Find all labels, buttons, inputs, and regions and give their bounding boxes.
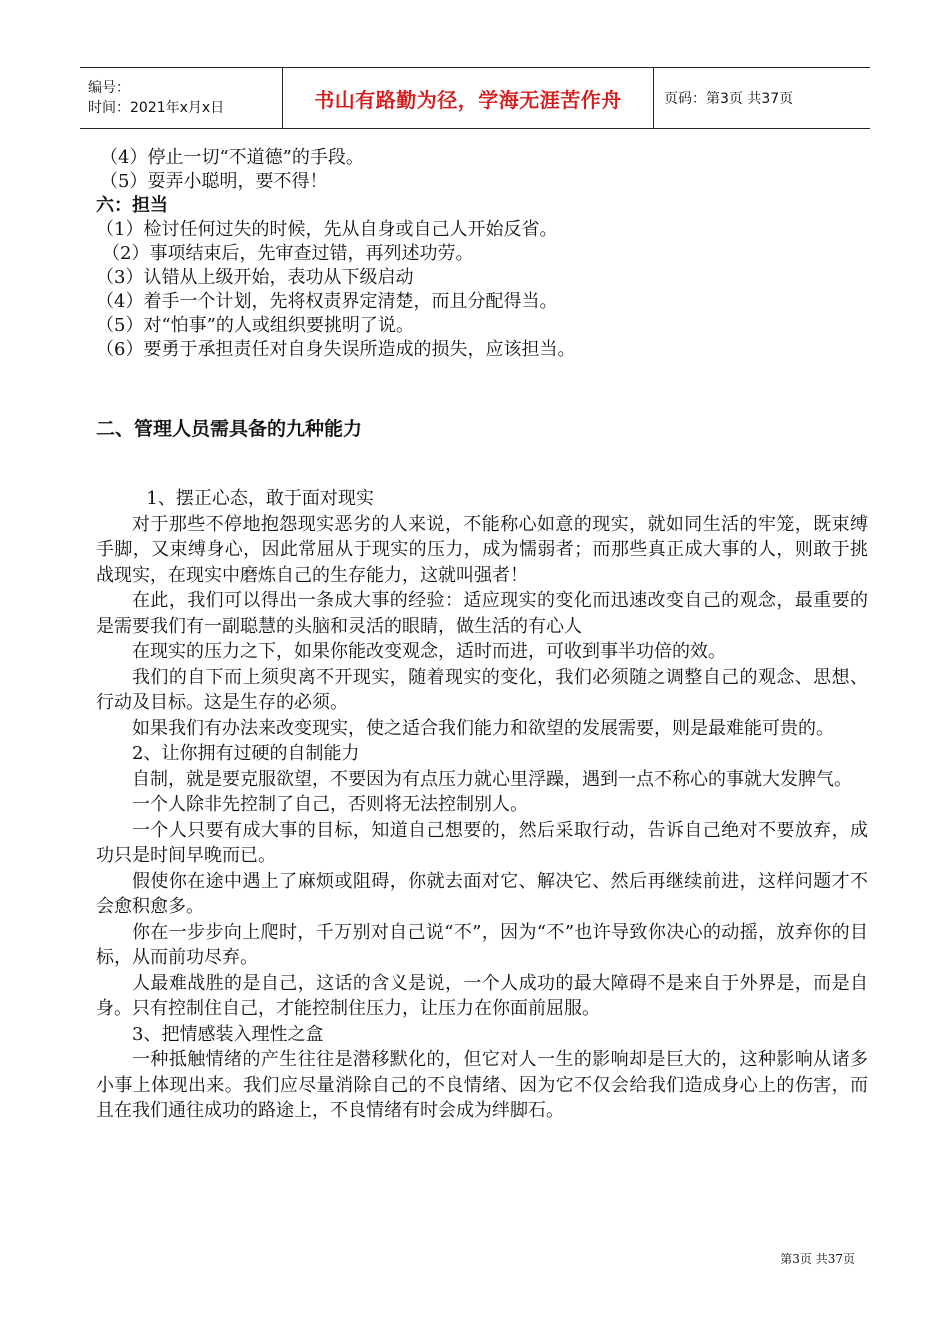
subheading: 2、让你拥有过硬的自制能力 — [132, 743, 360, 764]
paragraph: 人最难战胜的是自己，这话的含义是说，一个人成功的最大障碍不是来自于外界是，而是自身。只有控制住自己，才能控制住压力，让压力在你面前屈服。 — [96, 972, 868, 1019]
paragraph: 一个人除非先控制了自己，否则将无法控制别人。 — [132, 794, 528, 815]
list-item: （4）着手一个计划，先将权责界定清楚，而且分配得当。 — [96, 291, 558, 312]
section-heading: 六：担当 — [96, 195, 168, 216]
list-item: （4）停止一切“不道德”的手段。 — [100, 147, 364, 168]
document-date-label: 时间：2021年x月x日 — [88, 100, 225, 116]
paragraph: 如果我们有办法来改变现实，使之适合我们能力和欲望的发展需要，则是最难能可贵的。 — [132, 717, 834, 739]
paragraph: 对于那些不停地抱怨现实恶劣的人来说，不能称心如意的现实，就如同生活的牢笼，既束缚手脚，又束缚身心，因此常屈从于现实的压力，成为懦弱者；而那些真正成大事的人，则敢于挑战现实，在现实中磨炼自己的生存能力，这就叫强者！ — [96, 513, 868, 586]
list-item: （6）要勇于承担责任对自身失误所造成的损失，应该担当。 — [96, 339, 576, 360]
paragraph: 在现实的压力之下，如果你能改变观念，适时而进，可收到事半功倍的效。 — [132, 641, 726, 662]
header-page-label: 页码：第3页 共37页 — [664, 91, 794, 107]
list-item: （3）认错从上级开始，表功从下级启动 — [96, 267, 414, 288]
paragraph: 自制，就是要克服欲望，不要因为有点压力就心里浮躁，遇到一点不称心的事就大发脾气。 — [132, 768, 852, 790]
chapter-title: 二、管理人员需具备的九种能力 — [96, 418, 363, 440]
list-item: （5）对“怕事”的人或组织要挑明了说。 — [96, 315, 414, 336]
subheading: 3、把情感装入理性之盒 — [132, 1023, 324, 1045]
page-header — [80, 67, 870, 129]
header-meta — [80, 68, 282, 128]
chapter-body — [96, 486, 868, 1124]
paragraph: 假使你在途中遇上了麻烦或阻碍，你就去面对它、解决它、然后再继续前进，这样问题才不会愈积愈多。 — [96, 870, 868, 917]
document-body — [96, 146, 868, 1124]
header-motto: 书山有路勤为径，学海无涯苦作舟 — [314, 87, 622, 112]
subheading: 1、摆正心态，敢于面对现实 — [146, 488, 374, 509]
header-page-cell — [654, 68, 870, 128]
list-item: （1）检讨任何过失的时候，先从自身或自己人开始反省。 — [96, 219, 558, 240]
page-footer: 第3页 共37页 — [780, 1252, 855, 1266]
list-item: （2）事项结束后，先审查过错，再列述功劳。 — [102, 243, 474, 264]
paragraph: 一种抵触情绪的产生往往是潜移默化的，但它对人一生的影响却是巨大的，这种影响从诸多小事上体现出来。我们应尽量消除自己的不良情绪、因为它不仅会给我们造成身心上的伤害，而且在我们通往成功的路途上，不良情绪有时会成为绊脚石。 — [96, 1049, 868, 1121]
paragraph: 一个人只要有成大事的目标，知道自己想要的，然后采取行动，告诉自己绝对不要放弃，成功只是时间早晚而已。 — [96, 819, 868, 866]
header-motto-cell — [282, 68, 654, 128]
paragraph: 我们的自下而上须臾离不开现实，随着现实的变化，我们必须随之调整自己的观念、思想、行动及目标。这是生存的必须。 — [96, 666, 868, 713]
paragraph: 在此，我们可以得出一条成大事的经验：适应现实的变化而迅速改变自己的观念，最重要的是需要我们有一副聪慧的头脑和灵活的眼睛，做生活的有心人 — [96, 590, 868, 637]
document-number-label: 编号： — [88, 80, 130, 96]
list-item: （5）耍弄小聪明，要不得！ — [100, 171, 328, 192]
paragraph: 你在一步步向上爬时，千万别对自己说“不”，因为“不”也许导致你决心的动摇，放弃你的目标，从而前功尽弃。 — [96, 921, 868, 968]
